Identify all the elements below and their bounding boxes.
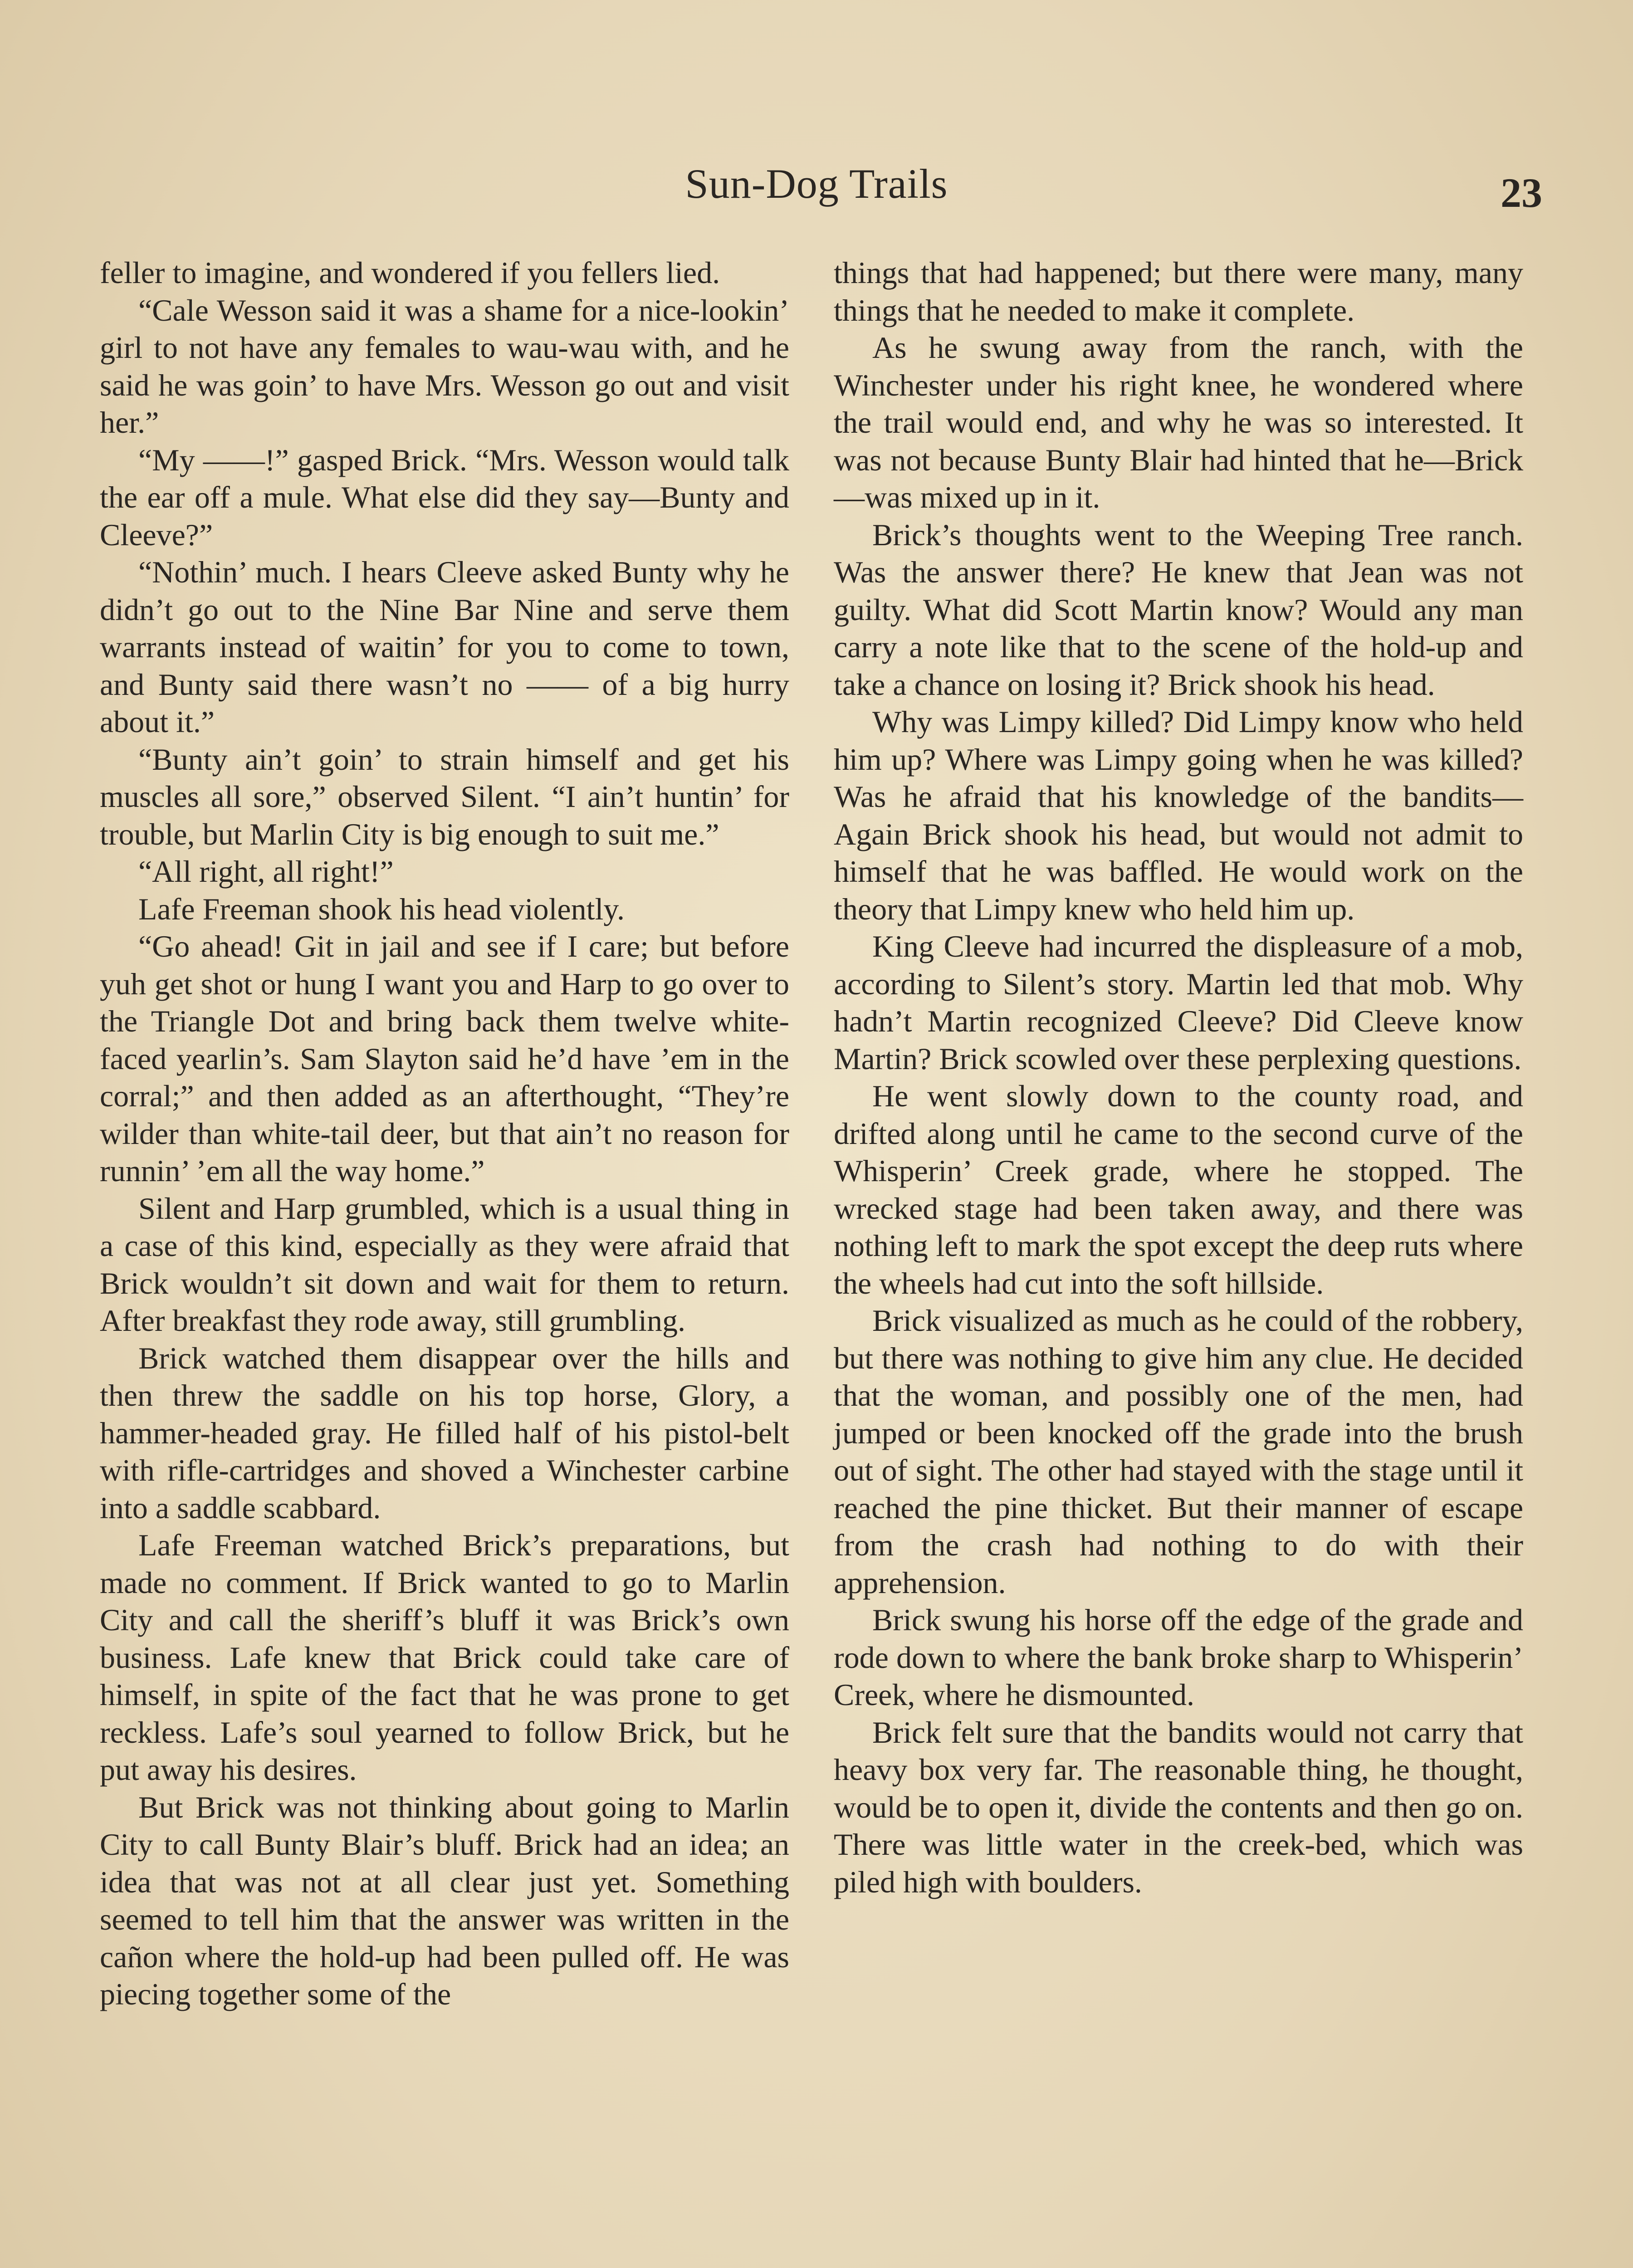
- paragraph: “My ——!” gasped Brick. “Mrs. Wesson would talk the ear off a mule. What else did they say—Bunty and Cleeve?”: [100, 442, 789, 552]
- paragraph: Lafe Freeman watched Brick’s preparations, but made no comment. If Brick wanted to go to Marlin City and call the sheriff’s bluff it was Brick’s own business. Lafe knew that Brick could take care of himself, in spite of the fact that he was prone to get reckless. Lafe’s soul yearned to follow Brick, but he put away his desires.: [100, 1528, 789, 1787]
- left-column: [100, 254, 789, 2013]
- page-header: [0, 154, 1633, 222]
- paragraph: Brick visualized as much as he could of the robbery, but there was nothing to give him any clue. He decided that the woman, and possibly one of the men, had jumped or been knocked off the grade into the brush out of sight. The other had stayed with the stage until it reached the pine thicket. But their manner of escape from the crash had nothing to do with their apprehension.: [834, 1303, 1523, 1600]
- paragraph: But Brick was not thinking about going to Marlin City to call Bunty Blair’s bluff. Brick had an idea; an idea that was not at all clear just yet. Something seemed to tell him that the answer was written in the cañon where the hold-up had been pulled off. He was piecing together some of the: [100, 1789, 789, 2011]
- paragraph: As he swung away from the ranch, with the Winchester under his right knee, he wondered where the trail would end, and why he was so interested. It was not because Bunty Blair had hinted that he—Brick—was mixed up in it.: [834, 330, 1523, 514]
- paragraph: Brick’s thoughts went to the Weeping Tree ranch. Was the answer there? He knew that Jean was not guilty. What did Scott Martin know? Would any man carry a note like that to the scene of the hold-up and take a chance on losing it? Brick shook his head.: [834, 517, 1523, 702]
- paragraph: He went slowly down to the county road, and drifted along until he came to the second curve of the Whisperin’ Creek grade, where he stopped. The wrecked stage had been taken away, and there was nothing left to mark the spot except the deep ruts where the wheels had cut into the soft hillside.: [834, 1079, 1523, 1300]
- paragraph: Brick swung his horse off the edge of the grade and rode down to where the bank broke sharp to Whisperin’ Creek, where he dismounted.: [834, 1603, 1523, 1712]
- page-number: 23: [1501, 170, 1542, 216]
- right-column: [834, 254, 1523, 1901]
- paragraph: “Cale Wesson said it was a shame for a nice-lookin’ girl to not have any females to wau-wau with, and he said he was goin’ to have Mrs. Wesson go out and visit her.”: [100, 293, 789, 440]
- paragraph: “Nothin’ much. I hears Cleeve asked Bunty why he didn’t go out to the Nine Bar Nine and serve them warrants instead of waitin’ for you to come to town, and Bunty said there wasn’t no —— of a big hurry about it.”: [100, 555, 789, 739]
- paragraph: Silent and Harp grumbled, which is a usual thing in a case of this kind, especially as they were afraid that Brick wouldn’t sit down and wait for them to return. After breakfast they rode away, still grumbling.: [100, 1191, 789, 1338]
- paragraph: Lafe Freeman shook his head violently.: [138, 891, 625, 926]
- paragraph: things that had happened; but there were many, many things that he needed to make it complete.: [834, 255, 1523, 327]
- paragraph: Brick watched them disappear over the hills and then threw the saddle on his top horse, Glory, a hammer-headed gray. He filled half of his pistol-belt with rifle-cartridges and shoved a Winchester carbine into a saddle scabbard.: [100, 1340, 789, 1525]
- paragraph: Why was Limpy killed? Did Limpy know who held him up? Where was Limpy going when he was killed? Was he afraid that his knowledge of the bandits—Again Brick shook his head, but would not admit to himself that he was baffled. He would work on the theory that Limpy knew who held him up.: [834, 704, 1523, 926]
- running-title: Sun-Dog Trails: [685, 161, 948, 207]
- paragraph: Brick felt sure that the bandits would not carry that heavy box very far. The reasonable thing, he thought, would be to open it, divide the contents and then go on. There was little water in the creek-bed, which was piled high with boulders.: [834, 1715, 1523, 1899]
- paragraph: feller to imagine, and wondered if you fellers lied.: [100, 255, 720, 290]
- paragraph: King Cleeve had incurred the displeasure of a mob, according to Silent’s story. Martin led that mob. Why hadn’t Martin recognized Cleeve? Did Cleeve know Martin? Brick scowled over these perplexing questions.: [834, 929, 1523, 1076]
- paragraph: “Go ahead! Git in jail and see if I care; but before yuh get shot or hung I want you and Harp to go over to the Triangle Dot and bring back them twelve white-faced yearlin’s. Sam Slayton said he’d have ’em in the corral;” and then added as an afterthought, “They’re wilder than white-tail deer, but that ain’t no reason for runnin’ ’em all the way home.”: [100, 929, 789, 1188]
- paragraph: “All right, all right!”: [138, 854, 394, 889]
- paragraph: “Bunty ain’t goin’ to strain himself and get his muscles all sore,” observed Silent. “I ain’t huntin’ for trouble, but Marlin City is big enough to suit me.”: [100, 742, 789, 851]
